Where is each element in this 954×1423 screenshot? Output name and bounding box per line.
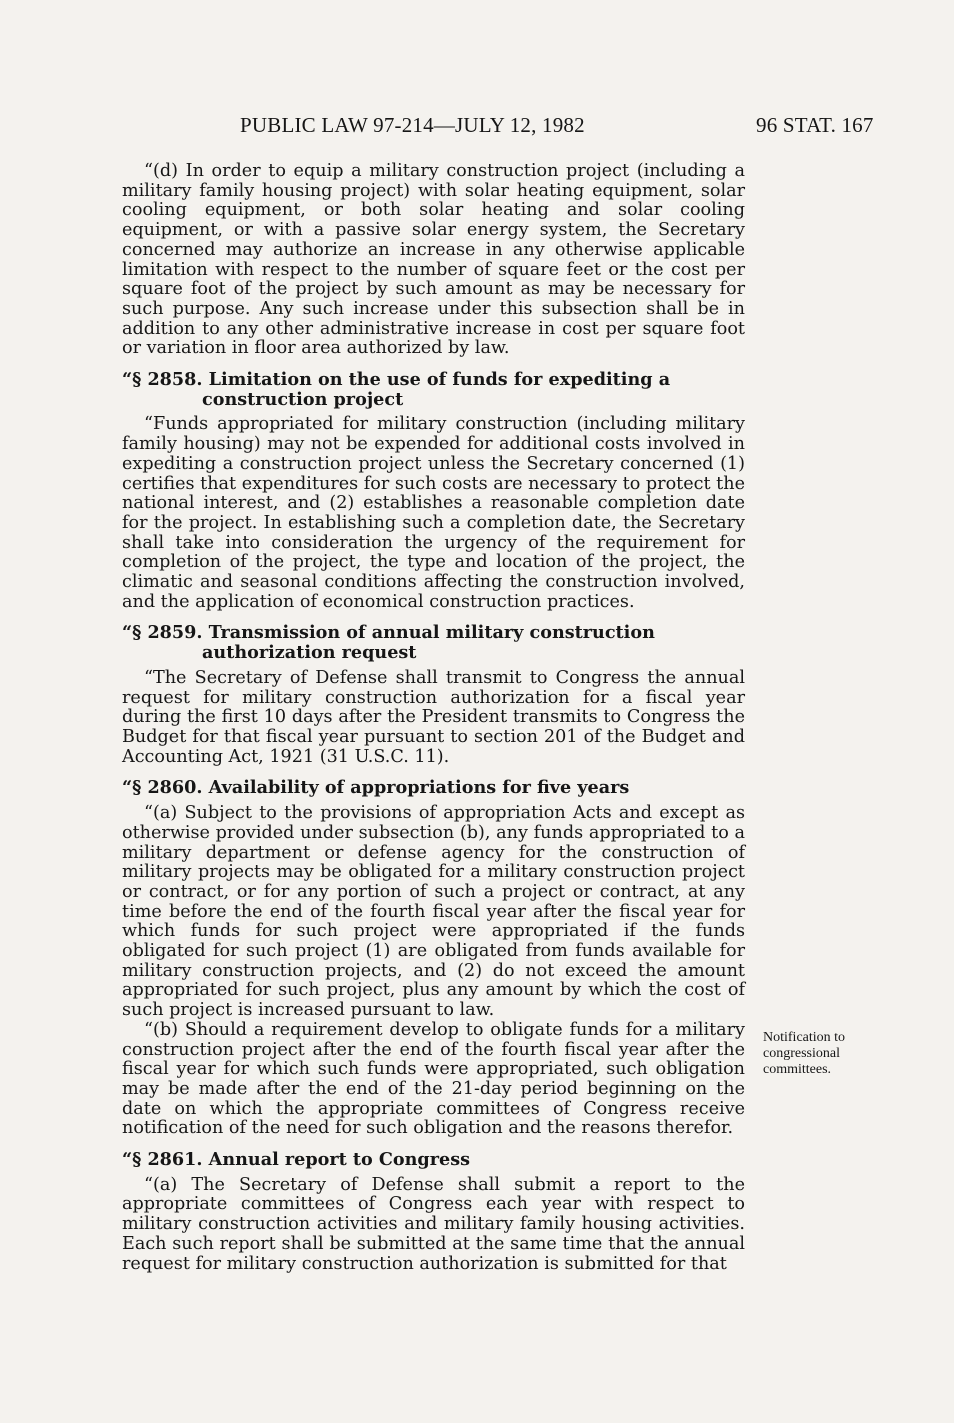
section-2860-subsection-a: “(a) Subject to the provisions of appropriation Acts and except as otherwise provided under subsection (b), any funds appropriated to a military department or defense agency for the construction of military projects may be obligated for a military construction project or contract, or for any portion of such a project or contract, at any time before the end of the fourth fiscal year after the fiscal year for which funds for such project were appropriated if the funds obligated for such project (1) are obligated from funds available for military construction projects, and (2) do not exceed the amount appropriated for such project, plus any amount by which the cost of such project is increased pursuant to law.	[122, 803, 745, 1021]
section-2860-heading: “§ 2860. Availability of appropriations for five years	[122, 777, 630, 799]
section-2859-text: “The Secretary of Defense shall transmit to Congress the annual request for military construction authorization for a fiscal year during the first 10 days after the President transmits to Congress the Budget for that fiscal year pursuant to section 201 of the Budget and Accounting Act, 1921 (31 U.S.C. 11).	[122, 667, 745, 767]
paragraph-d: “(d) In order to equip a military construction project (including a military family housing project) with solar heating equipment, solar cooling equipment, or both solar heating and solar cooling equipment, or with a passive solar energy system, the Secretary concerned may authorize an increase in any otherwise applicable limitation with respect to the number of square feet or the cost per square foot of the project by such amount as may be necessary for such purpose. Any such increase under this subsection shall be in addition to any other administrative increase in cost per square foot or variation in floor area authorized by law.	[122, 161, 745, 359]
section-2860-subsection-b: “(b) Should a requirement develop to obligate funds for a military construction project after the end of the fourth fiscal year after the fiscal year for which such funds were appropriated, such obligation may be made after the end of the 21-day period beginning on the date on which the appropriate committees of Congress receive notification of the need for such obligation and the reasons therefor.	[122, 1019, 745, 1139]
section-2858-text: “Funds appropriated for military construction (including military family housing) may not be expended for additional costs involved in expediting a construction project unless the Secretary concerned (1) certifies that expenditures for such costs are necessary to protect the national interest, and (2) establishes a reasonable completion date for the project. In establishing such a completion date, the Secretary shall take into consideration the urgency of the requirement for completion of the project, the type and location of the project, the climatic and seasonal conditions affecting the construction involved, and the application of economical construction practices.	[122, 414, 745, 612]
margin-note: Notification to congressional committees.	[763, 1030, 846, 1077]
section-2859-heading: “§ 2859. Transmission of annual military construction authorization request	[122, 622, 655, 664]
page-header-stat: 96 STAT. 167	[756, 113, 874, 137]
main-text-column	[122, 162, 745, 1274]
page-header-title: PUBLIC LAW 97-214—JULY 12, 1982	[240, 113, 585, 137]
section-2858-heading: “§ 2858. Limitation on the use of funds for expediting a construction project	[122, 369, 671, 410]
section-2861-heading: “§ 2861. Annual report to Congress	[122, 1149, 471, 1171]
section-2861-subsection-a: “(a) The Secretary of Defense shall submit a report to the appropriate committees of Congress each year with respect to military construction activities and military family housing activities. Each such report shall be submitted at the same time that the annual request for military construction authorization is submitted for that	[122, 1174, 745, 1274]
